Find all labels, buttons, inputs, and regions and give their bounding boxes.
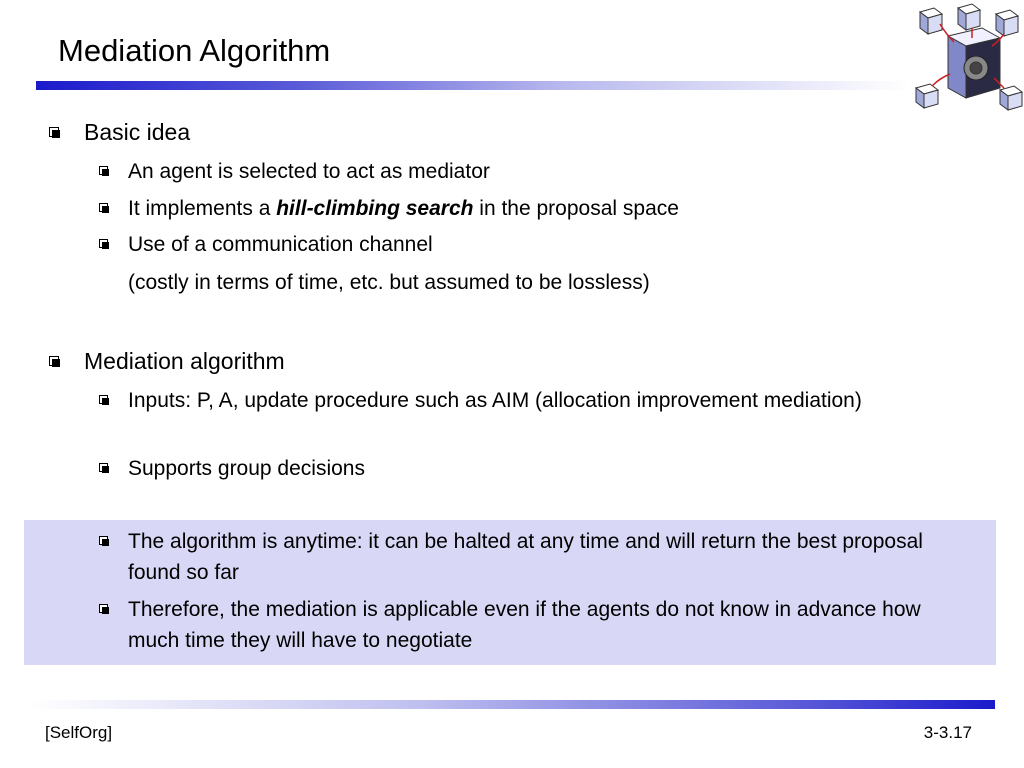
list-item [128,193,948,224]
section-heading-text: Mediation algorithm [84,348,285,374]
checkbox-bullet-icon [49,127,59,137]
list-item-text: Therefore, the mediation is applicable even if the agents do not know in advance how much time they will have to negotiate [128,598,921,652]
section-heading [84,119,190,146]
list-item [128,594,948,656]
checkbox-bullet-icon [99,395,108,404]
list-item-continuation [128,267,948,298]
checkbox-bullet-icon [49,356,59,366]
list-item-text: The algorithm is anytime: it can be halted at any time and will return the best proposal found so far [128,530,923,584]
cube-top-right [996,10,1018,36]
checkbox-bullet-icon [99,166,108,175]
list-item [128,453,948,484]
section-heading [84,348,285,375]
page-title: Mediation Algorithm [58,33,331,68]
footer-rule [30,700,995,709]
cube-top-mid [958,4,980,30]
list-item-text: An agent is selected to act as mediator [128,160,490,183]
list-item-text: Inputs: P, A, update procedure such as AIM (allocation improvement mediation) [128,389,862,412]
cube-center [948,28,1000,98]
cube-bottom-right [1000,86,1022,110]
list-item [128,526,948,588]
footer-source: [SelfOrg] [45,723,113,742]
checkbox-bullet-icon [99,463,108,472]
checkbox-bullet-icon [99,604,108,613]
cube-top-left [920,8,942,34]
slide-number: 3-3.17 [923,723,972,742]
checkbox-bullet-icon [99,536,108,545]
list-item [128,156,948,187]
list-item-text: Supports group decisions [128,457,365,480]
checkbox-bullet-icon [99,203,108,212]
section-heading-text: Basic idea [84,119,191,145]
list-item [128,229,948,260]
list-item-text: Use of a communication channel [128,233,433,256]
title-underline [36,81,910,90]
cube-bottom-left [916,84,938,108]
list-item-text-after: in the proposal space [473,197,679,220]
checkbox-bullet-icon [99,239,108,248]
emphasis-text: hill-climbing search [276,197,474,220]
network-cubes-icon [912,2,1024,112]
list-item-text: (costly in terms of time, etc. but assumed to be lossless) [128,271,650,294]
list-item-text-before: It implements a [128,197,277,220]
list-item [128,385,948,416]
